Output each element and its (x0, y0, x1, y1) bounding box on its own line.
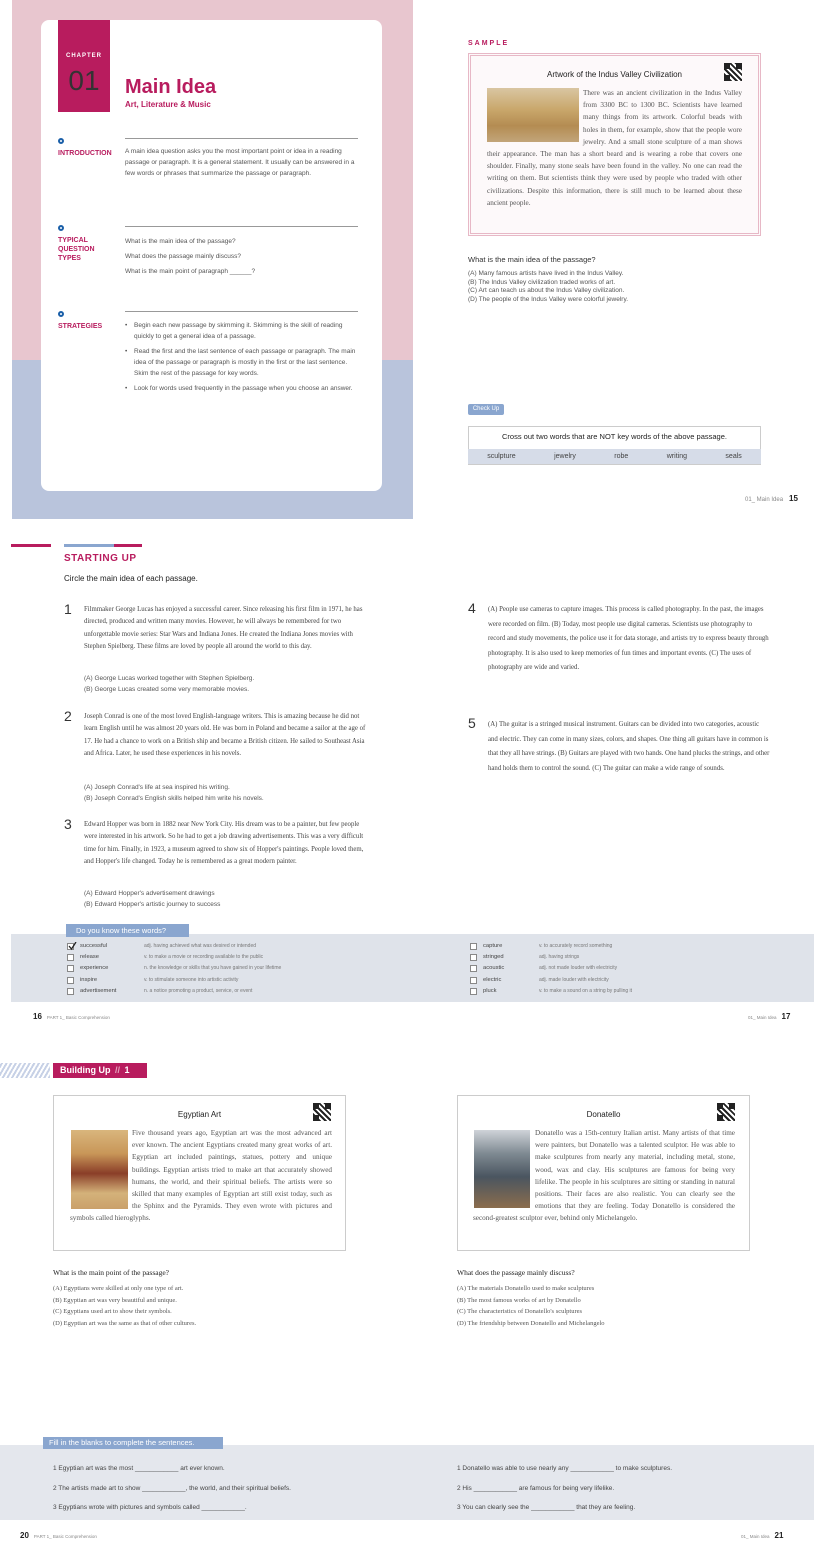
building-up-tab: Building Up // 1 (53, 1063, 147, 1078)
passage-number: 1 (64, 601, 72, 617)
checkbox[interactable] (67, 954, 74, 961)
sample-title: Artwork of the Indus Valley Civilization (546, 70, 683, 79)
vocab-word: successful (80, 943, 108, 949)
vocab-def: adj. having achieved what was desired or intended (144, 943, 257, 949)
checkbox[interactable] (470, 977, 477, 984)
qr-code-icon (717, 1103, 735, 1121)
question-left: What is the main point of the passage? (53, 1268, 170, 1277)
sample-passage (487, 87, 742, 209)
option-d[interactable]: (D) The friendship between Donatello and Michelangelo (457, 1319, 605, 1327)
image-float-spacer (473, 1127, 535, 1209)
vocab-def: n. the knowledge or skills that you have gained in your lifetime (144, 965, 282, 972)
passage-1-answers (84, 673, 254, 695)
options-right (457, 1283, 605, 1329)
checkup-word[interactable]: writing (666, 453, 687, 460)
intro-label: INTRODUCTION (58, 150, 112, 157)
sample-text: There was an ancient civilization in the Indus Valley from 3300 BC to 1300 BC. Scientists have learned many things from its artwork. Colorful beads with holes in them, for example, show that the people wore jewelry. And a small stone sculpture of a man shows their appearance. The man has a short beard and is wearing a robe that covers one shoulder. Finally, many stone seals have been found in the valley. No one can read the writing on them. But scientists think they were used by people who traded with other civilizations. Despite this information, there is still much to be learned about these ancient people. (487, 89, 742, 207)
typical-item: What does the passage mainly discuss? (125, 253, 241, 260)
checkbox[interactable] (67, 977, 74, 984)
page-title: Main Idea (125, 76, 217, 98)
page-number: 17 (781, 1012, 791, 1021)
passage-number: 4 (468, 600, 476, 616)
checkbox[interactable] (470, 943, 477, 950)
chapter-number: 01 (68, 65, 100, 96)
checkup-words (468, 449, 761, 464)
checkbox-checked[interactable] (67, 943, 74, 950)
intro-text: A main idea question asks you the most important point or idea in a reading passage or paragraph. It is a general statement. It usually can be answered in a few words or phrases that summarize the passage or paragraph. (125, 148, 355, 177)
vocab-right-list (470, 941, 632, 997)
option-a[interactable]: (A) The materials Donatello used to make sculptures (457, 1285, 595, 1292)
passage-2: Joseph Conrad is one of the most loved English-language writers. This is amazing because he did not learn English until he was almost 20 years old. He was born in Poland and became a sailor at the age of 17. He had a chance to work on a British ship and became a British citizen. He sailed to Southeast Asia and Africa. Later, he used these experiences in his novels. (84, 713, 366, 758)
chapter-tab (58, 20, 110, 112)
option-b[interactable]: (B) Egyptian art was very beautiful and unique. (53, 1296, 177, 1304)
vocab-def: n. a notice promoting a product, service, or event (144, 987, 253, 994)
vocab-left-list (67, 941, 281, 997)
vocab-def: adj. not made louder with electricity (539, 965, 618, 972)
footer-label: PART 1_ Basic Comprehension (46, 1015, 110, 1020)
deco-line (114, 544, 142, 547)
option-c[interactable]: (C) The characteristics of Donatello's sculptures (457, 1308, 583, 1315)
sample-label: SAMPLE (468, 40, 510, 47)
stripe-decoration (0, 1063, 50, 1078)
passage-right (473, 1127, 735, 1225)
fill-sentence[interactable]: 2 His ____________ are famous for being very lifelike. (457, 1484, 615, 1492)
vocab-row (67, 941, 281, 952)
page-footer-left (20, 1531, 97, 1540)
answer-b[interactable]: (B) Joseph Conrad's English skills helped him write his novels. (84, 795, 264, 802)
passage-1: Filmmaker George Lucas has enjoyed a successful career. Since releasing his first film in 1971, he has directed, produced and written many movies. However, he will always be remembered for two unforgettable movie series: Star Wars and Indiana Jones. He created the Indiana Jones movies with Stephen Spielberg. These films are loved by people all around the world to this day. (84, 606, 363, 651)
vocab-tab: Do you know these words? (66, 924, 189, 937)
typical-label (58, 236, 95, 263)
typical-list (125, 234, 358, 279)
page-number: 16 (33, 1012, 42, 1021)
checkup-instruction: Cross out two words that are NOT key words of the above passage. (502, 432, 727, 441)
checkup-word[interactable]: robe (614, 453, 629, 460)
option-d[interactable]: (D) The people of the Indus Valley were colorful jewelry. (468, 295, 629, 303)
vocab-def: v. to accurately record something (539, 943, 613, 949)
option-a[interactable]: (A) Many famous artists have lived in the Indus Valley. (468, 270, 624, 277)
vocab-word: experience (80, 965, 109, 972)
checkup-word[interactable]: seals (725, 453, 742, 460)
page-number: 15 (789, 494, 798, 503)
section-title: STARTING UP (64, 553, 137, 564)
checkbox[interactable] (67, 965, 74, 972)
divider (125, 311, 358, 312)
checkbox[interactable] (470, 954, 477, 961)
footer-label: 01_ Main Idea (741, 1534, 770, 1539)
footer-label: 01_ Main Idea (748, 1015, 777, 1020)
option-b[interactable]: (B) The most famous works of art by Donatello (457, 1296, 581, 1304)
vocab-row (67, 986, 281, 997)
option-c[interactable]: (C) Art can teach us about the Indus Valley civilization. (468, 287, 625, 294)
typical-item: What is the main point of paragraph ______? (125, 268, 256, 275)
divider (125, 226, 358, 227)
vocab-word: inspire (80, 976, 98, 983)
footer-label: 01_ Main Idea (745, 497, 784, 503)
passage-5[interactable]: (A) The guitar is a stringed musical instrument. Guitars can be divided into two categories, acoustic and electric. They can come in many sizes, colors, and shapes. One thing all guitars have in common is that they all have strings. (B) Guitars are played with two hands. One hand plucks the strings, and other hand holds them to control the sound. (C) The guitar can make a wide range of sounds. (488, 721, 770, 772)
checkbox[interactable] (470, 965, 477, 972)
strategies-list: • Begin each new passage by skimming it. Skimming is the skill of reading quickly to get a general idea of a passage. • Read the first and the last sentence of each passage or paragraph. The main idea of the passage or paragraph is mostly in the first or the last sentence. Skim the rest of the passage for key words. • Look for words used frequently in the passage when you choose an answer. (125, 320, 358, 394)
instruction: Circle the main idea of each passage. (64, 574, 198, 583)
option-b[interactable]: (B) The Indus Valley civilization traded works of art. (468, 278, 616, 286)
vocab-word: stringed (483, 954, 504, 961)
option-a[interactable]: (A) Egyptians were skilled at only one type of art. (53, 1285, 184, 1292)
fill-left-list (53, 1459, 291, 1518)
tab-label: Building Up (60, 1065, 111, 1075)
page-footer (745, 494, 798, 503)
vocab-word: electric (483, 976, 502, 983)
bullet-icon (58, 311, 64, 317)
vocab-row (470, 986, 632, 997)
qr-code-icon (724, 63, 742, 81)
vocab-row (67, 952, 281, 963)
answer-a[interactable]: (A) George Lucas worked together with Stephen Spielberg. (84, 675, 255, 682)
fill-sentence[interactable]: 3 Egyptians wrote with pictures and symbols called ____________. (53, 1504, 247, 1511)
answer-b[interactable]: (B) George Lucas created some very memorable movies. (84, 686, 250, 693)
passage-3-answers (84, 888, 220, 910)
passage-number: 5 (468, 715, 476, 731)
fill-right-list (457, 1459, 672, 1518)
vocab-def: adj. having strings (539, 954, 580, 961)
strategy-item: Read the first and the last sentence of each passage or paragraph. The main idea of the passage or paragraph is mostly in the first or the last sentence. Skim the rest of the passage for key words. (134, 348, 356, 377)
vocab-row (67, 975, 281, 986)
typical-item: What is the main idea of the passage? (125, 238, 236, 245)
strategy-item: Begin each new passage by skimming it. Skimming is the skill of reading quickly to get a general idea of a passage. (134, 322, 343, 340)
checkup-word[interactable]: jewelry (554, 453, 576, 460)
typical-label-line: QUESTION (58, 246, 95, 253)
question-right: What does the passage mainly discuss? (457, 1268, 575, 1277)
vocab-word: advertisement (80, 987, 117, 994)
page-footer-left (33, 1012, 110, 1021)
typical-label-line: TYPICAL (58, 237, 88, 244)
vocab-row (470, 975, 632, 986)
page-subtitle: Art, Literature & Music (125, 100, 211, 109)
vocab-def: adj. made louder with electricity (539, 976, 609, 983)
vocab-row (470, 952, 632, 963)
answer-b[interactable]: (B) Edward Hopper's artistic journey to success (84, 901, 221, 908)
fill-blanks-tab: Fill in the blanks to complete the sentences. (43, 1437, 223, 1449)
vocab-row (470, 941, 632, 952)
vocab-def: v. to make a sound on a string by pulling it (539, 987, 633, 994)
answer-a[interactable]: (A) Edward Hopper's advertisement drawings (84, 890, 215, 897)
passage-text: Five thousand years ago, Egyptian art was the most advanced art ever known. The ancient Egyptians created many great works of art. Egyptian art included paintings, statues, pottery and unique buildings. Egyptian artists tried to make art that accurately showed humans, the world, and their spiritual beliefs. The artists were so skilled that many examples of Egyptian art still exist today, such as the Sphinx and the Pyramids. They even wrote with pictures and symbols called hieroglyphs. (70, 1129, 332, 1223)
chapter-label: CHAPTER (65, 53, 102, 59)
fill-sentence[interactable]: 1 Egyptian art was the most ____________ art ever known. (53, 1465, 225, 1472)
vocab-row (470, 963, 632, 974)
passage-4[interactable]: (A) People use cameras to capture images. This process is called photography. In the past, the images were recorded on film. (B) Today, most people use digital cameras. Scientists use photography to record and study movements, the police use it for data storage, and artists try to express beauty through photography. It is also used to keep memories of fun times and important events. (C) The uses of photography are wide and varied. (488, 606, 769, 672)
fill-sentence[interactable]: 1 Donatello was able to use nearly any ____________ to make sculptures. (457, 1465, 673, 1472)
page-number: 21 (774, 1531, 784, 1540)
page-number: 20 (20, 1531, 29, 1540)
footer-label: PART 1_ Basic Comprehension (33, 1534, 97, 1539)
passage-text: Donatello was a 15th-century Italian artist. Many artists of that time were painters, but Donatello was a talented sculptor. He was able to make sculptures from nearly any material, including metal, stone, wood, wax and clay. His sculptures are famous for being very lifelike. The people in his sculptures are sitting or standing in natural positions. Their faces are also realistic. You can clearly see the emotions that they are feeling. Today Donatello is considered the second-greatest sculptor ever, behind only Michelangelo. (473, 1129, 735, 1223)
vocab-word: acoustic (483, 965, 505, 972)
deco-line (64, 544, 114, 547)
checkup-tab: Check Up (468, 404, 504, 415)
deco-line (11, 544, 51, 547)
typical-label-line: TYPES (58, 255, 81, 262)
vocab-row (67, 963, 281, 974)
passage-3: Edward Hopper was born in 1882 near New York City. His dream was to be a painter, but few people were interested in his artwork. So he had to get a job drawing advertisements. This was a very difficult time for him. Finally, in 1923, a museum agreed to show six of Hopper's paintings. People loved them, and Hopper's life changed. Today he is remembered as a great modern painter. (84, 821, 364, 866)
checkbox[interactable] (470, 988, 477, 995)
passage-title: Donatello (586, 1110, 621, 1119)
passage-2-answers (84, 782, 264, 804)
page-footer-right (748, 1012, 790, 1021)
fill-sentence[interactable]: 3 You can clearly see the ____________ that they are feeling. (457, 1504, 636, 1511)
bullet-icon (58, 138, 64, 144)
strategies-label: STRATEGIES (58, 323, 103, 330)
image-float-spacer (487, 87, 583, 142)
checkup-word[interactable]: sculpture (487, 453, 516, 460)
image-float-spacer (70, 1127, 132, 1209)
fill-sentence[interactable]: 2 The artists made art to show ____________, the world, and their spiritual beliefs. (53, 1484, 291, 1492)
divider (125, 138, 358, 139)
tab-number: 1 (124, 1065, 130, 1075)
vocab-word: pluck (483, 987, 497, 994)
page-footer-right (741, 1531, 783, 1540)
passage-title: Egyptian Art (177, 1110, 222, 1119)
vocab-def: v. to stimulate someone into artistic activity (144, 976, 239, 983)
strategy-item: Look for words used frequently in the passage when you choose an answer. (134, 385, 353, 392)
answer-a[interactable]: (A) Joseph Conrad's life at sea inspired his writing. (84, 784, 230, 791)
vocab-def: v. to make a movie or recording available to the public (144, 954, 264, 961)
option-d[interactable]: (D) Egyptian art was the same as that of other cultures. (53, 1319, 197, 1327)
sample-question: What is the main idea of the passage? (468, 255, 596, 264)
passage-number: 3 (64, 816, 72, 832)
sample-options (468, 270, 628, 304)
option-c[interactable]: (C) Egyptians used art to show their symbols. (53, 1308, 172, 1315)
bullet-icon (58, 225, 64, 231)
checkbox[interactable] (67, 988, 74, 995)
qr-code-icon (313, 1103, 331, 1121)
vocab-word: capture (483, 943, 503, 949)
passage-number: 2 (64, 708, 72, 724)
vocab-word: release (80, 954, 100, 961)
options-left (53, 1283, 196, 1329)
passage-left (70, 1127, 332, 1225)
